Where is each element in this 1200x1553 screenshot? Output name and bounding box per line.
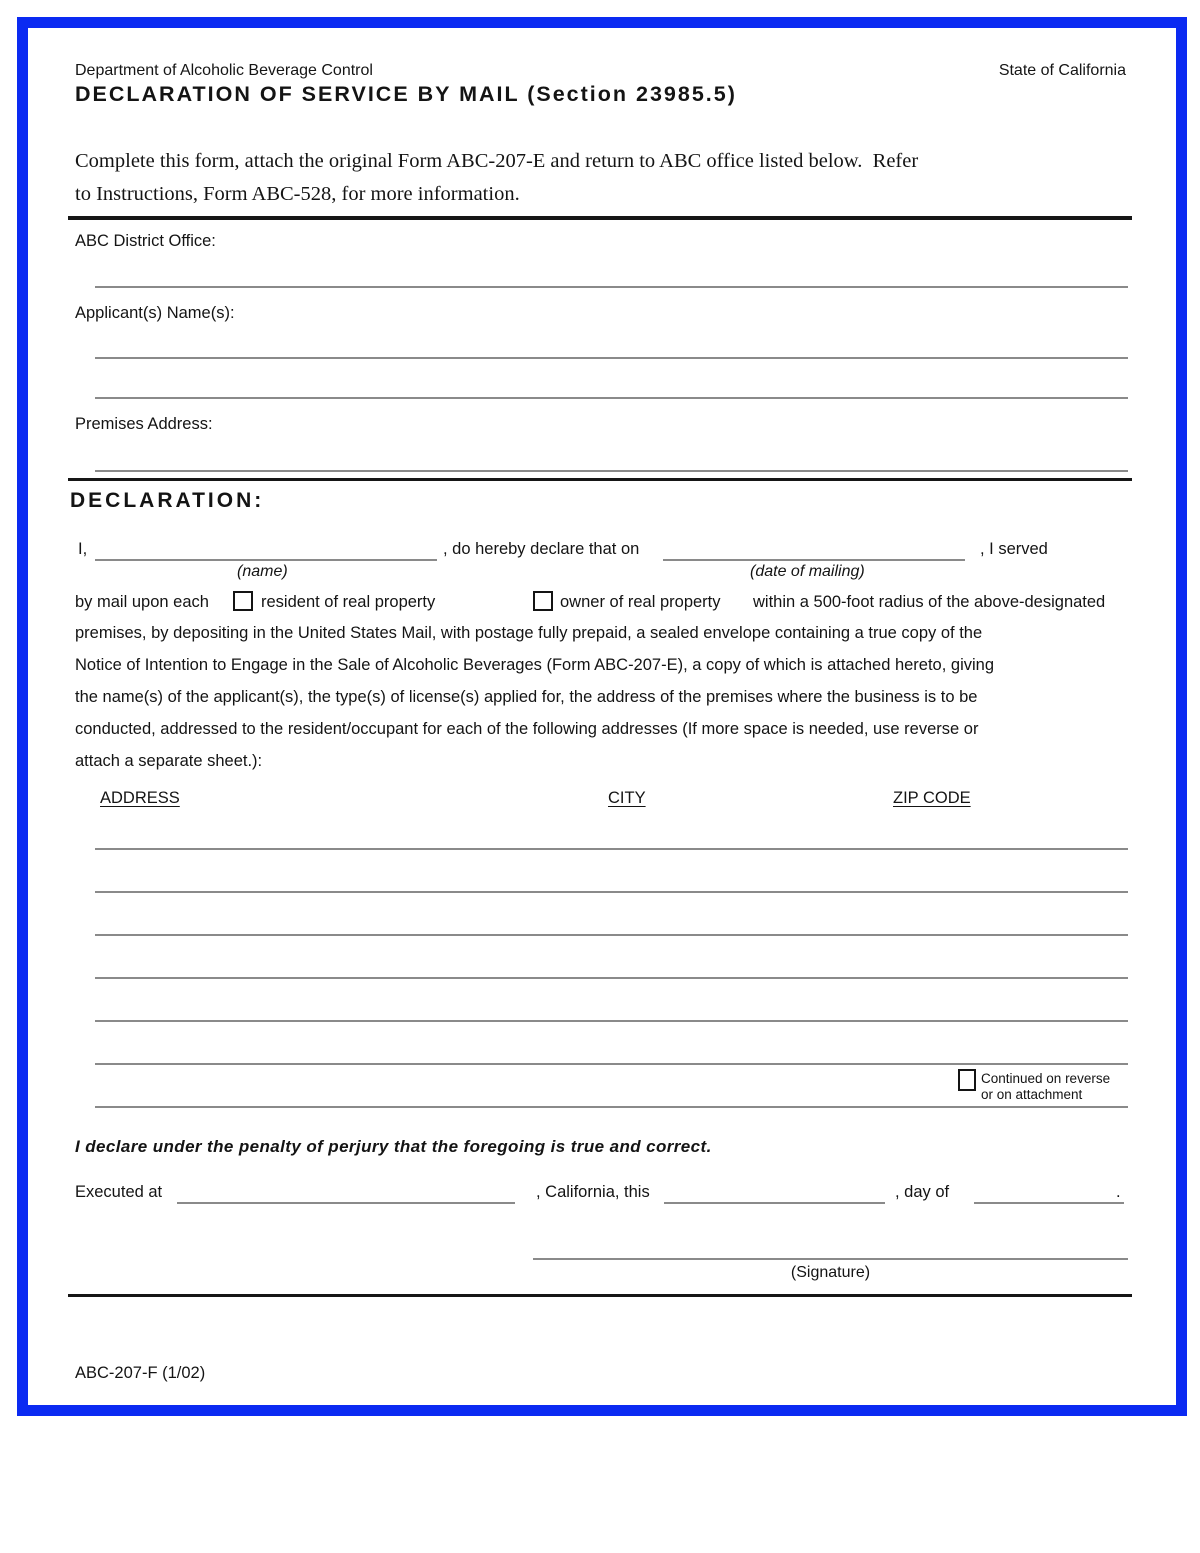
- state-name: State of California: [998, 62, 1126, 79]
- radius-text: within a 500-foot radius of the above-designated: [753, 593, 1106, 611]
- continued-on-reverse-checkbox[interactable]: [958, 1069, 976, 1091]
- executed-date-blank-line[interactable]: [664, 1202, 885, 1204]
- intro-line-1: Complete this form, attach the original Form ABC-207-E and return to ABC office listed below. Refer: [75, 150, 919, 172]
- agency-name: Department of Alcoholic Beverage Control: [75, 62, 373, 79]
- address-row-line-6[interactable]: [95, 1063, 1128, 1065]
- form-title: DECLARATION OF SERVICE BY MAIL (Section 23985.5): [75, 82, 737, 106]
- form-content: [28, 28, 1176, 1405]
- declaration-body-line-4: conducted, addressed to the resident/occupant for each of the following addresses (If more space is needed, use reverse or: [75, 720, 979, 738]
- closing-section-rule: [68, 1294, 1132, 1297]
- declaration-heading: DECLARATION:: [70, 489, 265, 512]
- perjury-statement: I declare under the penalty of perjury that the foregoing is true and correct.: [75, 1137, 712, 1156]
- address-row-line-2[interactable]: [95, 891, 1128, 893]
- continued-label: [981, 1071, 1110, 1103]
- executed-month-blank-line[interactable]: [974, 1202, 1124, 1204]
- lead-text-i: I,: [78, 540, 88, 558]
- premises-address-label: Premises Address:: [75, 415, 213, 433]
- city-column-header: CITY: [608, 789, 646, 807]
- declaration-body-line-3: the name(s) of the applicant(s), the type(s) of license(s) applied for, the address of the premises where the business is to be: [75, 688, 978, 706]
- applicants-name-blank-line-2[interactable]: [95, 397, 1128, 399]
- declaration-body-line-1: premises, by depositing in the United States Mail, with postage fully prepaid, a sealed envelope containing a true copy of the: [75, 624, 983, 642]
- executed-at-label: Executed at: [75, 1183, 163, 1201]
- owner-checkbox-label: owner of real property: [560, 593, 721, 611]
- address-column-header: ADDRESS: [100, 789, 180, 807]
- applicants-name-label: Applicant(s) Name(s):: [75, 304, 235, 322]
- mailing-date-blank-line[interactable]: [663, 559, 965, 561]
- date-of-mailing-caption: (date of mailing): [750, 563, 865, 580]
- zip-column-header: ZIP CODE: [893, 789, 971, 807]
- name-caption: (name): [237, 563, 288, 580]
- applicants-name-blank-line-1[interactable]: [95, 357, 1128, 359]
- by-mail-text: by mail upon each: [75, 593, 209, 611]
- declarant-name-blank-line[interactable]: [95, 559, 437, 561]
- california-this-text: , California, this: [536, 1183, 650, 1201]
- district-office-label: ABC District Office:: [75, 232, 216, 250]
- declaration-body-line-5: attach a separate sheet.):: [75, 752, 263, 770]
- address-row-line-4[interactable]: [95, 977, 1128, 979]
- address-row-line-5[interactable]: [95, 1020, 1128, 1022]
- lead-text-mid: , do hereby declare that on: [443, 540, 640, 558]
- resident-checkbox[interactable]: [233, 591, 253, 611]
- form-page-frame: [17, 17, 1187, 1416]
- double-rule-divider: [68, 216, 1132, 220]
- continued-label-line-1: Continued on reverse: [981, 1071, 1111, 1086]
- address-row-line-3[interactable]: [95, 934, 1128, 936]
- resident-checkbox-label: resident of real property: [261, 593, 436, 611]
- form-number: ABC-207-F (1/02): [75, 1364, 206, 1382]
- district-office-blank-line[interactable]: [95, 286, 1128, 288]
- signature-blank-line[interactable]: [533, 1258, 1128, 1260]
- owner-checkbox[interactable]: [533, 591, 553, 611]
- period-text: .: [1116, 1183, 1121, 1201]
- day-of-text: , day of: [895, 1183, 950, 1201]
- address-row-line-1[interactable]: [95, 848, 1128, 850]
- lead-text-end: , I served: [980, 540, 1048, 558]
- signature-caption: (Signature): [790, 1264, 871, 1281]
- executed-city-blank-line[interactable]: [177, 1202, 515, 1204]
- premises-address-blank-line[interactable]: [95, 470, 1128, 472]
- declaration-section-rule: [68, 478, 1132, 481]
- declaration-body-line-2: Notice of Intention to Engage in the Sale of Alcoholic Beverages (Form ABC-207-E), a copy of which is attached hereto, giving: [75, 656, 995, 674]
- continued-label-line-2: or on attachment: [981, 1087, 1083, 1102]
- intro-line-2: to Instructions, Form ABC-528, for more information.: [75, 183, 520, 205]
- address-row-line-7[interactable]: [95, 1106, 1128, 1108]
